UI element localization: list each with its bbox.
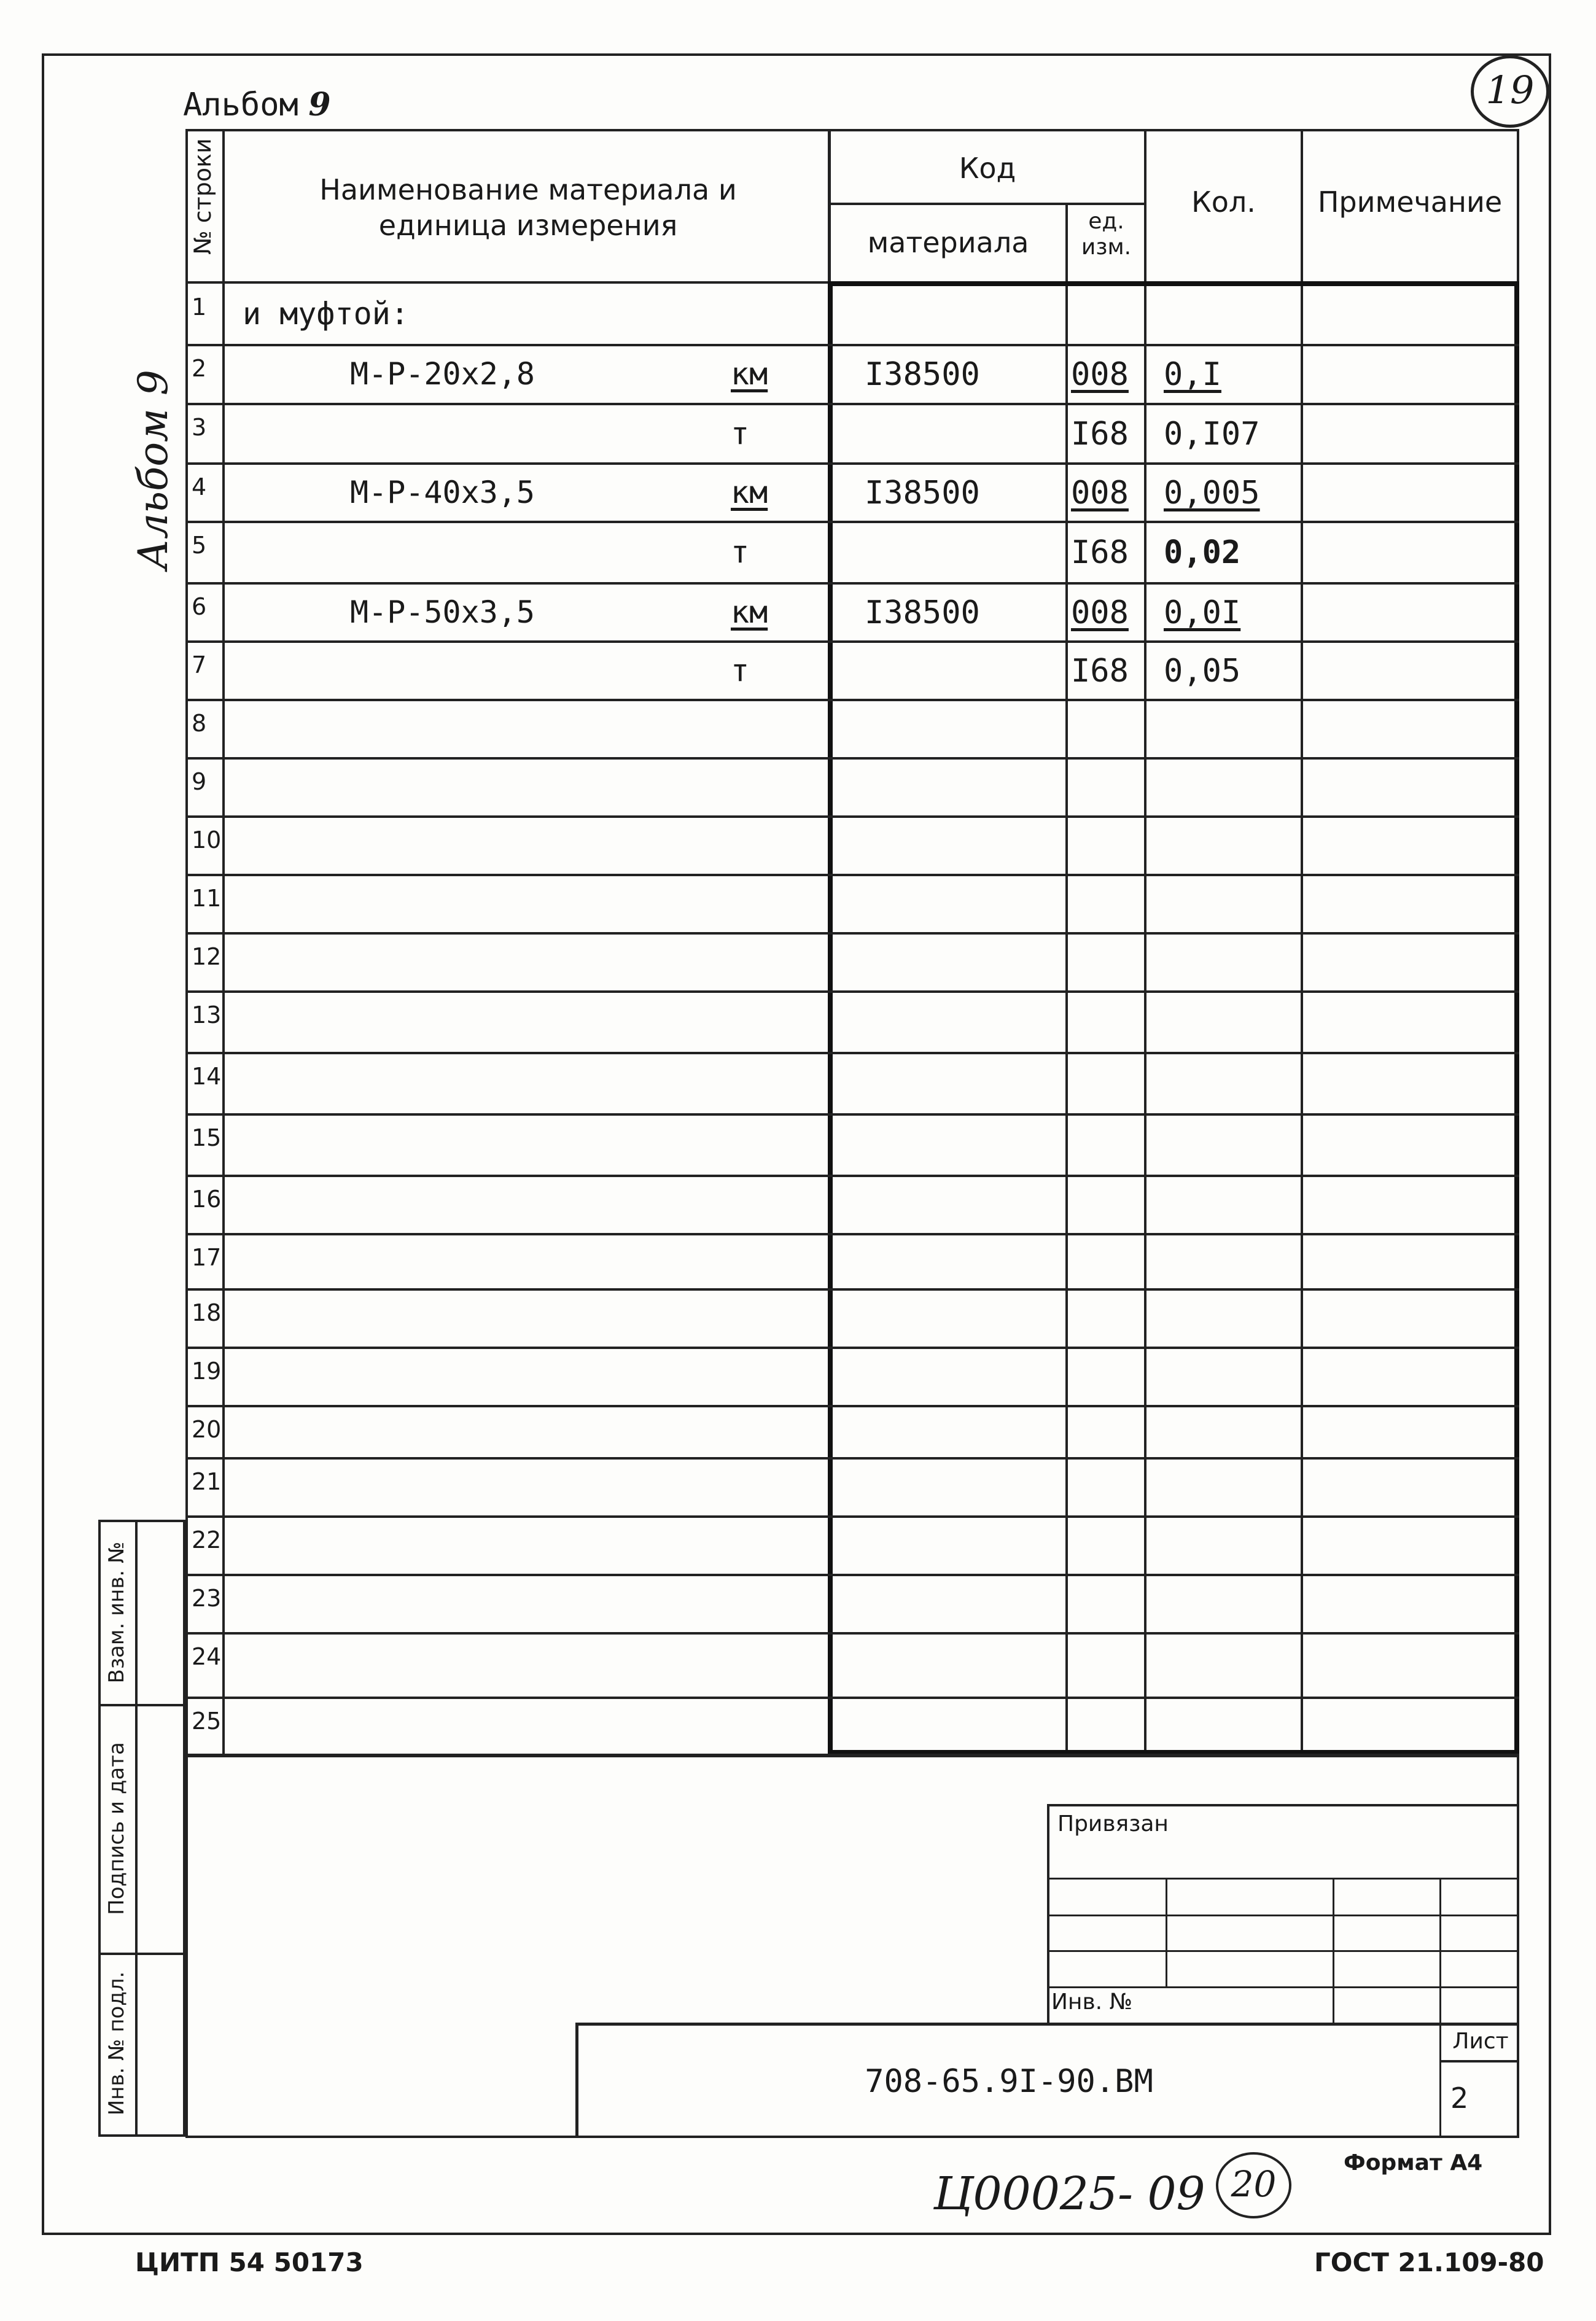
side-album-label: Альбом 9 xyxy=(130,370,177,570)
row-number: 1 xyxy=(192,294,207,321)
row-number: 18 xyxy=(192,1299,222,1326)
row-quantity: 0,0I xyxy=(1164,594,1241,631)
designation: 708-65.9I-90.ВМ xyxy=(865,2063,1153,2100)
header-code-material: материала xyxy=(867,226,1029,259)
row-name: М-Р-50х3,5 xyxy=(350,594,535,630)
row-unit-code: 008 xyxy=(1071,594,1129,631)
sheet-number: 2 xyxy=(1450,2082,1469,2115)
stamp-row-2 xyxy=(1047,1915,1519,1916)
code-subheader-line xyxy=(828,203,1146,205)
handwritten-code: Ц00025- 09 xyxy=(933,2167,1205,2220)
row-divider xyxy=(185,462,1519,465)
table-left-border xyxy=(185,129,188,2137)
stamp-row-3 xyxy=(1047,1950,1519,1952)
row-divider xyxy=(185,1754,1519,1757)
side-stamp-vzam: Взам. инв. № xyxy=(104,1541,129,1684)
row-divider xyxy=(185,1515,1519,1518)
row-unit: т xyxy=(731,652,750,688)
row-divider xyxy=(185,1697,1519,1699)
footer-left: ЦИТП 54 50173 xyxy=(135,2247,364,2277)
row-divider xyxy=(185,582,1519,585)
row-divider xyxy=(185,1405,1519,1407)
stamp-col-1 xyxy=(1166,1878,1167,1988)
row-number: 21 xyxy=(192,1468,222,1495)
row-divider xyxy=(185,990,1519,993)
side-stamp-podpis: Подпись и дата xyxy=(104,1742,129,1915)
row-unit-code: 008 xyxy=(1071,356,1129,393)
format-label: Формат А4 xyxy=(1344,2150,1483,2175)
row-number: 7 xyxy=(192,651,207,678)
header-note: Примечание xyxy=(1317,185,1503,219)
row-number: 3 xyxy=(192,414,207,441)
stamp-col-2 xyxy=(1333,1878,1334,2025)
inv-no-label: Инв. № xyxy=(1051,1989,1133,2015)
row-divider xyxy=(185,403,1519,405)
stamp-row-1 xyxy=(1047,1878,1519,1880)
row-divider xyxy=(185,1632,1519,1635)
title-block-right xyxy=(1517,1755,1519,2138)
row-unit-code: I68 xyxy=(1071,652,1129,690)
rownum-divider xyxy=(222,129,225,1756)
row-name: и муфтой: xyxy=(243,296,409,332)
album-number: 9 xyxy=(308,86,331,123)
row-number: 8 xyxy=(192,710,207,737)
row-number: 25 xyxy=(192,1708,222,1735)
row-divider xyxy=(185,521,1519,523)
row-number: 16 xyxy=(192,1186,222,1213)
row-number: 11 xyxy=(192,885,222,912)
row-divider xyxy=(185,1347,1519,1349)
row-quantity: 0,05 xyxy=(1164,652,1241,690)
row-divider xyxy=(185,815,1519,818)
row-divider xyxy=(185,932,1519,935)
row-number: 14 xyxy=(192,1063,222,1090)
row-divider xyxy=(185,1052,1519,1054)
handwritten-page-circle: 20 xyxy=(1216,2152,1291,2218)
row-divider xyxy=(185,1574,1519,1576)
row-number: 20 xyxy=(192,1416,222,1443)
header-row-number: № строки xyxy=(189,138,216,255)
row-number: 17 xyxy=(192,1244,222,1271)
row-number: 10 xyxy=(192,826,222,853)
row-divider xyxy=(185,874,1519,876)
row-quantity: 0,I xyxy=(1164,356,1221,393)
row-number: 15 xyxy=(192,1124,222,1151)
table-top-border xyxy=(185,129,1519,131)
row-divider xyxy=(185,1288,1519,1291)
row-quantity: 0,02 xyxy=(1164,534,1241,571)
row-number: 2 xyxy=(192,355,207,382)
header-code-unit: ед. изм. xyxy=(1081,209,1132,260)
row-quantity: 0,I07 xyxy=(1164,415,1260,453)
row-number: 24 xyxy=(192,1643,222,1670)
stamp-row-4 xyxy=(1047,1986,1519,1988)
side-stamp-divider xyxy=(135,1520,138,2137)
row-divider xyxy=(185,1113,1519,1116)
row-divider xyxy=(185,1175,1519,1177)
album-label: Альбом xyxy=(183,87,298,123)
row-divider xyxy=(185,1233,1519,1235)
row-unit-code: I68 xyxy=(1071,415,1129,453)
stamp-col-3 xyxy=(1439,1878,1441,2138)
row-number: 23 xyxy=(192,1585,222,1612)
row-number: 5 xyxy=(192,532,207,559)
row-unit: км xyxy=(731,594,768,630)
row-divider xyxy=(185,699,1519,701)
row-material-code: I38500 xyxy=(865,594,980,631)
designation-top xyxy=(575,2023,1519,2026)
page-number-circle: 19 xyxy=(1471,55,1549,128)
row-number: 13 xyxy=(192,1001,222,1028)
row-divider xyxy=(185,757,1519,760)
row-unit-code: I68 xyxy=(1071,534,1129,571)
title-block-bottom xyxy=(185,2136,1519,2138)
row-name: М-Р-40х3,5 xyxy=(350,474,535,510)
row-divider xyxy=(185,1457,1519,1460)
privyazan-label: Привязан xyxy=(1057,1811,1169,1837)
side-stamp-inv-podl: Инв. № подл. xyxy=(104,1971,129,2116)
row-number: 6 xyxy=(192,593,207,620)
row-name: М-Р-20х2,8 xyxy=(350,356,535,392)
row-unit: км xyxy=(731,474,768,510)
row-unit-code: 008 xyxy=(1071,474,1129,511)
row-number: 12 xyxy=(192,943,222,970)
album-header xyxy=(183,86,331,123)
table-right-border-header xyxy=(1517,129,1519,282)
row-number: 19 xyxy=(192,1358,222,1385)
row-quantity: 0,005 xyxy=(1164,474,1260,511)
header-code: Код xyxy=(959,152,1016,185)
row-divider xyxy=(185,640,1519,643)
row-unit: т xyxy=(731,534,750,570)
row-number: 9 xyxy=(192,768,207,795)
row-unit: км xyxy=(731,356,768,392)
row-number: 4 xyxy=(192,473,207,500)
footer-right: ГОСТ 21.109-80 xyxy=(1314,2247,1544,2277)
row-material-code: I38500 xyxy=(865,356,980,393)
sheet-divider xyxy=(1439,2060,1519,2062)
row-divider xyxy=(185,344,1519,346)
header-quantity: Кол. xyxy=(1191,185,1256,219)
row-unit: т xyxy=(731,415,750,451)
row-number: 22 xyxy=(192,1526,222,1553)
privyazan-top xyxy=(1047,1804,1519,1806)
header-material-name: Наименование материала и единица измерения xyxy=(319,173,737,242)
row-material-code: I38500 xyxy=(865,474,980,511)
sheet-label: Лист xyxy=(1452,2029,1509,2054)
